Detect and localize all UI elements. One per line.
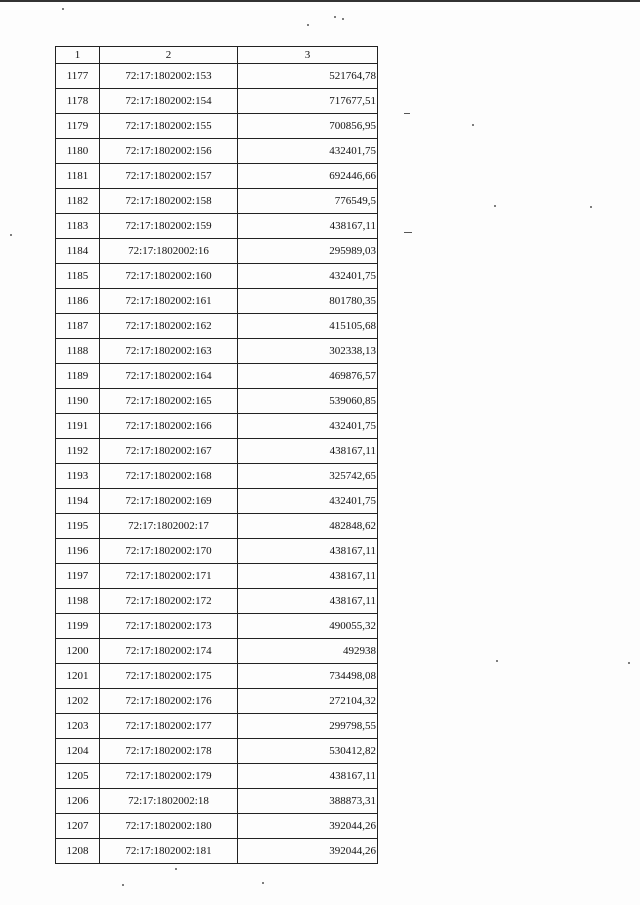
cadastral-number-cell: 72:17:1802002:175 xyxy=(100,664,238,689)
table-row xyxy=(56,489,378,514)
cadastral-number-cell: 72:17:1802002:153 xyxy=(100,64,238,89)
cadastral-number-cell: 72:17:1802002:163 xyxy=(100,339,238,364)
value-cell: 432401,75 xyxy=(238,489,378,514)
cadastral-number-cell: 72:17:1802002:174 xyxy=(100,639,238,664)
table-row xyxy=(56,514,378,539)
row-number-cell: 1182 xyxy=(56,189,100,214)
row-number-cell: 1202 xyxy=(56,689,100,714)
row-number-cell: 1196 xyxy=(56,539,100,564)
row-number-cell: 1194 xyxy=(56,489,100,514)
value-cell: 299798,55 xyxy=(238,714,378,739)
cadastral-number-cell: 72:17:1802002:158 xyxy=(100,189,238,214)
row-number-cell: 1177 xyxy=(56,64,100,89)
cadastral-number-cell: 72:17:1802002:16 xyxy=(100,239,238,264)
value-cell: 415105,68 xyxy=(238,314,378,339)
cadastral-number-cell: 72:17:1802002:176 xyxy=(100,689,238,714)
table-row xyxy=(56,589,378,614)
cadastral-number-cell: 72:17:1802002:166 xyxy=(100,414,238,439)
table-body xyxy=(56,64,378,864)
cadastral-number-cell: 72:17:1802002:159 xyxy=(100,214,238,239)
cadastral-number-cell: 72:17:1802002:172 xyxy=(100,589,238,614)
value-cell: 482848,62 xyxy=(238,514,378,539)
value-cell: 717677,51 xyxy=(238,89,378,114)
row-number-cell: 1198 xyxy=(56,589,100,614)
table-row xyxy=(56,614,378,639)
value-cell: 438167,11 xyxy=(238,589,378,614)
value-cell: 776549,5 xyxy=(238,189,378,214)
cadastral-number-cell: 72:17:1802002:162 xyxy=(100,314,238,339)
row-number-cell: 1190 xyxy=(56,389,100,414)
value-cell: 438167,11 xyxy=(238,214,378,239)
value-cell: 539060,85 xyxy=(238,389,378,414)
value-cell: 302338,13 xyxy=(238,339,378,364)
value-cell: 734498,08 xyxy=(238,664,378,689)
row-number-cell: 1186 xyxy=(56,289,100,314)
row-number-cell: 1189 xyxy=(56,364,100,389)
cadastral-number-cell: 72:17:1802002:167 xyxy=(100,439,238,464)
row-number-cell: 1193 xyxy=(56,464,100,489)
row-number-cell: 1205 xyxy=(56,764,100,789)
value-cell: 492938 xyxy=(238,639,378,664)
table-row xyxy=(56,339,378,364)
row-number-cell: 1199 xyxy=(56,614,100,639)
table-row xyxy=(56,189,378,214)
table-row xyxy=(56,539,378,564)
table-row xyxy=(56,639,378,664)
value-cell: 438167,11 xyxy=(238,564,378,589)
column-header-value: 3 xyxy=(238,47,378,64)
cadastral-number-cell: 72:17:1802002:18 xyxy=(100,789,238,814)
value-cell: 295989,03 xyxy=(238,239,378,264)
cadastral-number-cell: 72:17:1802002:173 xyxy=(100,614,238,639)
cadastral-number-cell: 72:17:1802002:179 xyxy=(100,764,238,789)
row-number-cell: 1207 xyxy=(56,814,100,839)
header-row xyxy=(56,47,378,64)
row-number-cell: 1201 xyxy=(56,664,100,689)
value-cell: 432401,75 xyxy=(238,139,378,164)
scan-speck xyxy=(10,234,12,236)
table-row xyxy=(56,789,378,814)
table-row xyxy=(56,814,378,839)
row-number-cell: 1188 xyxy=(56,339,100,364)
value-cell: 692446,66 xyxy=(238,164,378,189)
row-number-cell: 1180 xyxy=(56,139,100,164)
value-cell: 325742,65 xyxy=(238,464,378,489)
cadastral-number-cell: 72:17:1802002:164 xyxy=(100,364,238,389)
scan-speck xyxy=(122,884,124,886)
row-number-cell: 1187 xyxy=(56,314,100,339)
table-row xyxy=(56,139,378,164)
table-row xyxy=(56,239,378,264)
cadastral-number-cell: 72:17:1802002:171 xyxy=(100,564,238,589)
value-cell: 530412,82 xyxy=(238,739,378,764)
row-number-cell: 1178 xyxy=(56,89,100,114)
scan-speck xyxy=(404,113,410,114)
value-cell: 490055,32 xyxy=(238,614,378,639)
row-number-cell: 1206 xyxy=(56,789,100,814)
value-cell: 700856,95 xyxy=(238,114,378,139)
scan-speck xyxy=(494,205,496,207)
scan-speck xyxy=(628,662,630,664)
cadastral-number-cell: 72:17:1802002:160 xyxy=(100,264,238,289)
row-number-cell: 1179 xyxy=(56,114,100,139)
value-cell: 438167,11 xyxy=(238,439,378,464)
row-number-cell: 1195 xyxy=(56,514,100,539)
scan-speck xyxy=(404,232,412,233)
cadastral-number-cell: 72:17:1802002:165 xyxy=(100,389,238,414)
value-cell: 438167,11 xyxy=(238,539,378,564)
cadastral-number-cell: 72:17:1802002:155 xyxy=(100,114,238,139)
table-row xyxy=(56,664,378,689)
row-number-cell: 1185 xyxy=(56,264,100,289)
table-row xyxy=(56,89,378,114)
row-number-cell: 1197 xyxy=(56,564,100,589)
table-row xyxy=(56,289,378,314)
cadastral-number-cell: 72:17:1802002:156 xyxy=(100,139,238,164)
table-row xyxy=(56,214,378,239)
cadastral-number-cell: 72:17:1802002:181 xyxy=(100,839,238,864)
value-cell: 388873,31 xyxy=(238,789,378,814)
column-header-cadastral: 2 xyxy=(100,47,238,64)
scan-speck xyxy=(262,882,264,884)
table-row xyxy=(56,389,378,414)
cadastral-number-cell: 72:17:1802002:178 xyxy=(100,739,238,764)
scan-speck xyxy=(334,16,336,18)
value-cell: 521764,78 xyxy=(238,64,378,89)
table-row xyxy=(56,264,378,289)
cadastral-number-cell: 72:17:1802002:170 xyxy=(100,539,238,564)
cadastral-number-cell: 72:17:1802002:180 xyxy=(100,814,238,839)
value-cell: 801780,35 xyxy=(238,289,378,314)
table-row xyxy=(56,439,378,464)
row-number-cell: 1184 xyxy=(56,239,100,264)
row-number-cell: 1204 xyxy=(56,739,100,764)
value-cell: 432401,75 xyxy=(238,264,378,289)
table-row xyxy=(56,64,378,89)
cadastral-number-cell: 72:17:1802002:154 xyxy=(100,89,238,114)
row-number-cell: 1192 xyxy=(56,439,100,464)
table-row xyxy=(56,714,378,739)
row-number-cell: 1208 xyxy=(56,839,100,864)
table-row xyxy=(56,364,378,389)
row-number-cell: 1181 xyxy=(56,164,100,189)
cadastral-table xyxy=(55,46,378,864)
row-number-cell: 1203 xyxy=(56,714,100,739)
scan-speck xyxy=(472,124,474,126)
scan-speck xyxy=(62,8,64,10)
scan-speck xyxy=(307,24,309,26)
top-edge-rule xyxy=(0,0,640,2)
table-row xyxy=(56,564,378,589)
table-row xyxy=(56,414,378,439)
table-row xyxy=(56,689,378,714)
cadastral-number-cell: 72:17:1802002:17 xyxy=(100,514,238,539)
table-row xyxy=(56,839,378,864)
table-row xyxy=(56,464,378,489)
value-cell: 469876,57 xyxy=(238,364,378,389)
value-cell: 438167,11 xyxy=(238,764,378,789)
value-cell: 272104,32 xyxy=(238,689,378,714)
cadastral-number-cell: 72:17:1802002:177 xyxy=(100,714,238,739)
scan-speck xyxy=(496,660,498,662)
scan-speck xyxy=(175,868,177,870)
cadastral-number-cell: 72:17:1802002:168 xyxy=(100,464,238,489)
column-header-number: 1 xyxy=(56,47,100,64)
value-cell: 392044,26 xyxy=(238,839,378,864)
value-cell: 392044,26 xyxy=(238,814,378,839)
value-cell: 432401,75 xyxy=(238,414,378,439)
table-row xyxy=(56,114,378,139)
row-number-cell: 1200 xyxy=(56,639,100,664)
table-row xyxy=(56,739,378,764)
cadastral-number-cell: 72:17:1802002:169 xyxy=(100,489,238,514)
table-row xyxy=(56,764,378,789)
table-row xyxy=(56,164,378,189)
scan-speck xyxy=(342,18,344,20)
table-row xyxy=(56,314,378,339)
scan-speck xyxy=(590,206,592,208)
row-number-cell: 1191 xyxy=(56,414,100,439)
row-number-cell: 1183 xyxy=(56,214,100,239)
cadastral-number-cell: 72:17:1802002:157 xyxy=(100,164,238,189)
cadastral-number-cell: 72:17:1802002:161 xyxy=(100,289,238,314)
